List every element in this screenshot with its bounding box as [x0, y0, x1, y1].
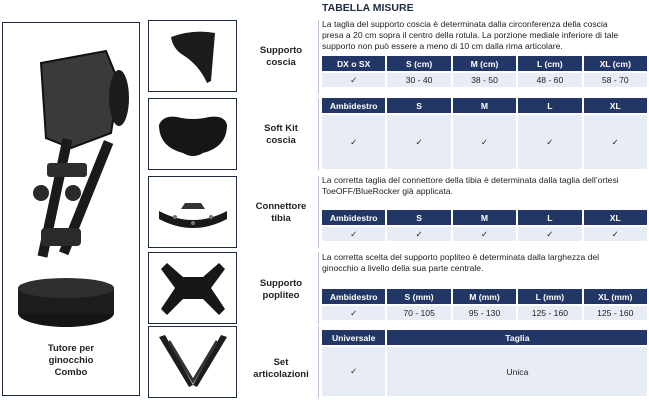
- size-table-row: [322, 115, 647, 169]
- table-cell: 125 - 160: [584, 306, 647, 320]
- table-cell: 30 - 40: [387, 73, 450, 87]
- description-supporto-popliteo: La corretta scelta del supporto popliteo è determinata dalla larghezza del ginocchio a livello della sua parte centrale.: [322, 252, 600, 273]
- table-header-cell: Ambidestro: [322, 210, 385, 225]
- description-connettore-tibia: La corretta taglia del connettore della tibia è determinata dalla taglia dell’ortesi ToeOFF/BlueRocker già applicata.: [322, 175, 619, 196]
- soft-pad-image: [153, 103, 233, 166]
- main-product-panel: [2, 22, 140, 396]
- table-cell: ✓: [584, 115, 647, 169]
- table-cell: ✓: [322, 73, 385, 87]
- main-product-caption: Tutore per ginocchio Combo: [47, 343, 95, 378]
- size-table-row: [322, 306, 647, 320]
- thigh-cuff-image: [153, 25, 233, 88]
- divider: [318, 98, 319, 170]
- table-cell: ✓: [322, 306, 385, 320]
- table-header-cell: L: [518, 98, 581, 113]
- label-set-articolazioni: Set articolazioni: [253, 357, 309, 380]
- table-title: TABELLA MISURE: [322, 2, 414, 14]
- table-header-cell: Universale: [322, 330, 385, 345]
- size-table-header: [322, 330, 647, 345]
- thumb-connettore-tibia: [148, 176, 237, 248]
- table-cell: 70 - 105: [387, 306, 450, 320]
- table-cell: 95 - 130: [453, 306, 516, 320]
- table-cell: ✓: [518, 115, 581, 169]
- table-cell: ✓: [322, 227, 385, 241]
- table-header-cell: Ambidestro: [322, 98, 385, 113]
- table-header-cell: L (cm): [518, 56, 581, 71]
- table-header-cell: S (mm): [387, 289, 450, 304]
- description-supporto-coscia: La taglia del supporto coscia è determinata dalla circonferenza della coscia presa a 20 cm sopra il centro della rotula. La porzione mediale inferiore di tale supporto non può essere a meno di 10 cm dalla rima articolare.: [322, 19, 619, 51]
- table-header-cell: XL: [584, 210, 647, 225]
- table-header-cell: M (cm): [453, 56, 516, 71]
- table-header-cell: XL (mm): [584, 289, 647, 304]
- table-cell: 58 - 70: [584, 73, 647, 87]
- table-header-cell: DX o SX: [322, 56, 385, 71]
- size-table-row: [322, 73, 647, 87]
- table-header-cell: M (mm): [453, 289, 516, 304]
- table-header-cell: S: [387, 98, 450, 113]
- size-table-header: [322, 98, 647, 113]
- label-connettore-tibia: Connettore tibia: [255, 201, 307, 224]
- table-header-cell: Ambidestro: [322, 289, 385, 304]
- hinge-set-image: [153, 331, 233, 394]
- table-cell: ✓: [322, 347, 385, 396]
- popliteal-pad-image: [153, 257, 233, 320]
- table-header-cell: Taglia: [387, 330, 647, 345]
- size-table-row: [322, 347, 647, 396]
- table-header-cell: S: [387, 210, 450, 225]
- table-cell: ✓: [518, 227, 581, 241]
- table-header-cell: XL: [584, 98, 647, 113]
- table-header-cell: L (mm): [518, 289, 581, 304]
- divider: [318, 326, 319, 398]
- table-header-cell: M: [453, 210, 516, 225]
- shin-connector-image: [153, 181, 233, 244]
- table-header-cell: L: [518, 210, 581, 225]
- table-cell: ✓: [387, 115, 450, 169]
- table-header-cell: XL (cm): [584, 56, 647, 71]
- size-table-header: [322, 210, 647, 225]
- label-soft-kit-coscia: Soft Kit coscia: [264, 123, 298, 146]
- size-table-header: [322, 289, 647, 304]
- table-cell: 38 - 50: [453, 73, 516, 87]
- divider: [318, 20, 319, 94]
- knee-brace-image: [11, 43, 131, 333]
- thumb-supporto-popliteo: [148, 252, 237, 324]
- table-cell: ✓: [322, 115, 385, 169]
- table-header-cell: S (cm): [387, 56, 450, 71]
- label-supporto-popliteo: Supporto popliteo: [259, 278, 303, 301]
- table-header-cell: M: [453, 98, 516, 113]
- label-supporto-coscia: Supporto coscia: [259, 45, 303, 68]
- table-cell: 48 - 60: [518, 73, 581, 87]
- thumb-supporto-coscia: [148, 20, 237, 92]
- table-cell: ✓: [387, 227, 450, 241]
- size-table-header: [322, 56, 647, 71]
- divider: [318, 252, 319, 324]
- size-table-row: [322, 227, 647, 241]
- table-cell: ✓: [453, 115, 516, 169]
- thumb-soft-kit-coscia: [148, 98, 237, 170]
- table-cell: Unica: [387, 347, 647, 396]
- table-cell: ✓: [584, 227, 647, 241]
- divider: [318, 176, 319, 248]
- table-cell: ✓: [453, 227, 516, 241]
- table-cell: 125 - 160: [518, 306, 581, 320]
- thumb-set-articolazioni: [148, 326, 237, 398]
